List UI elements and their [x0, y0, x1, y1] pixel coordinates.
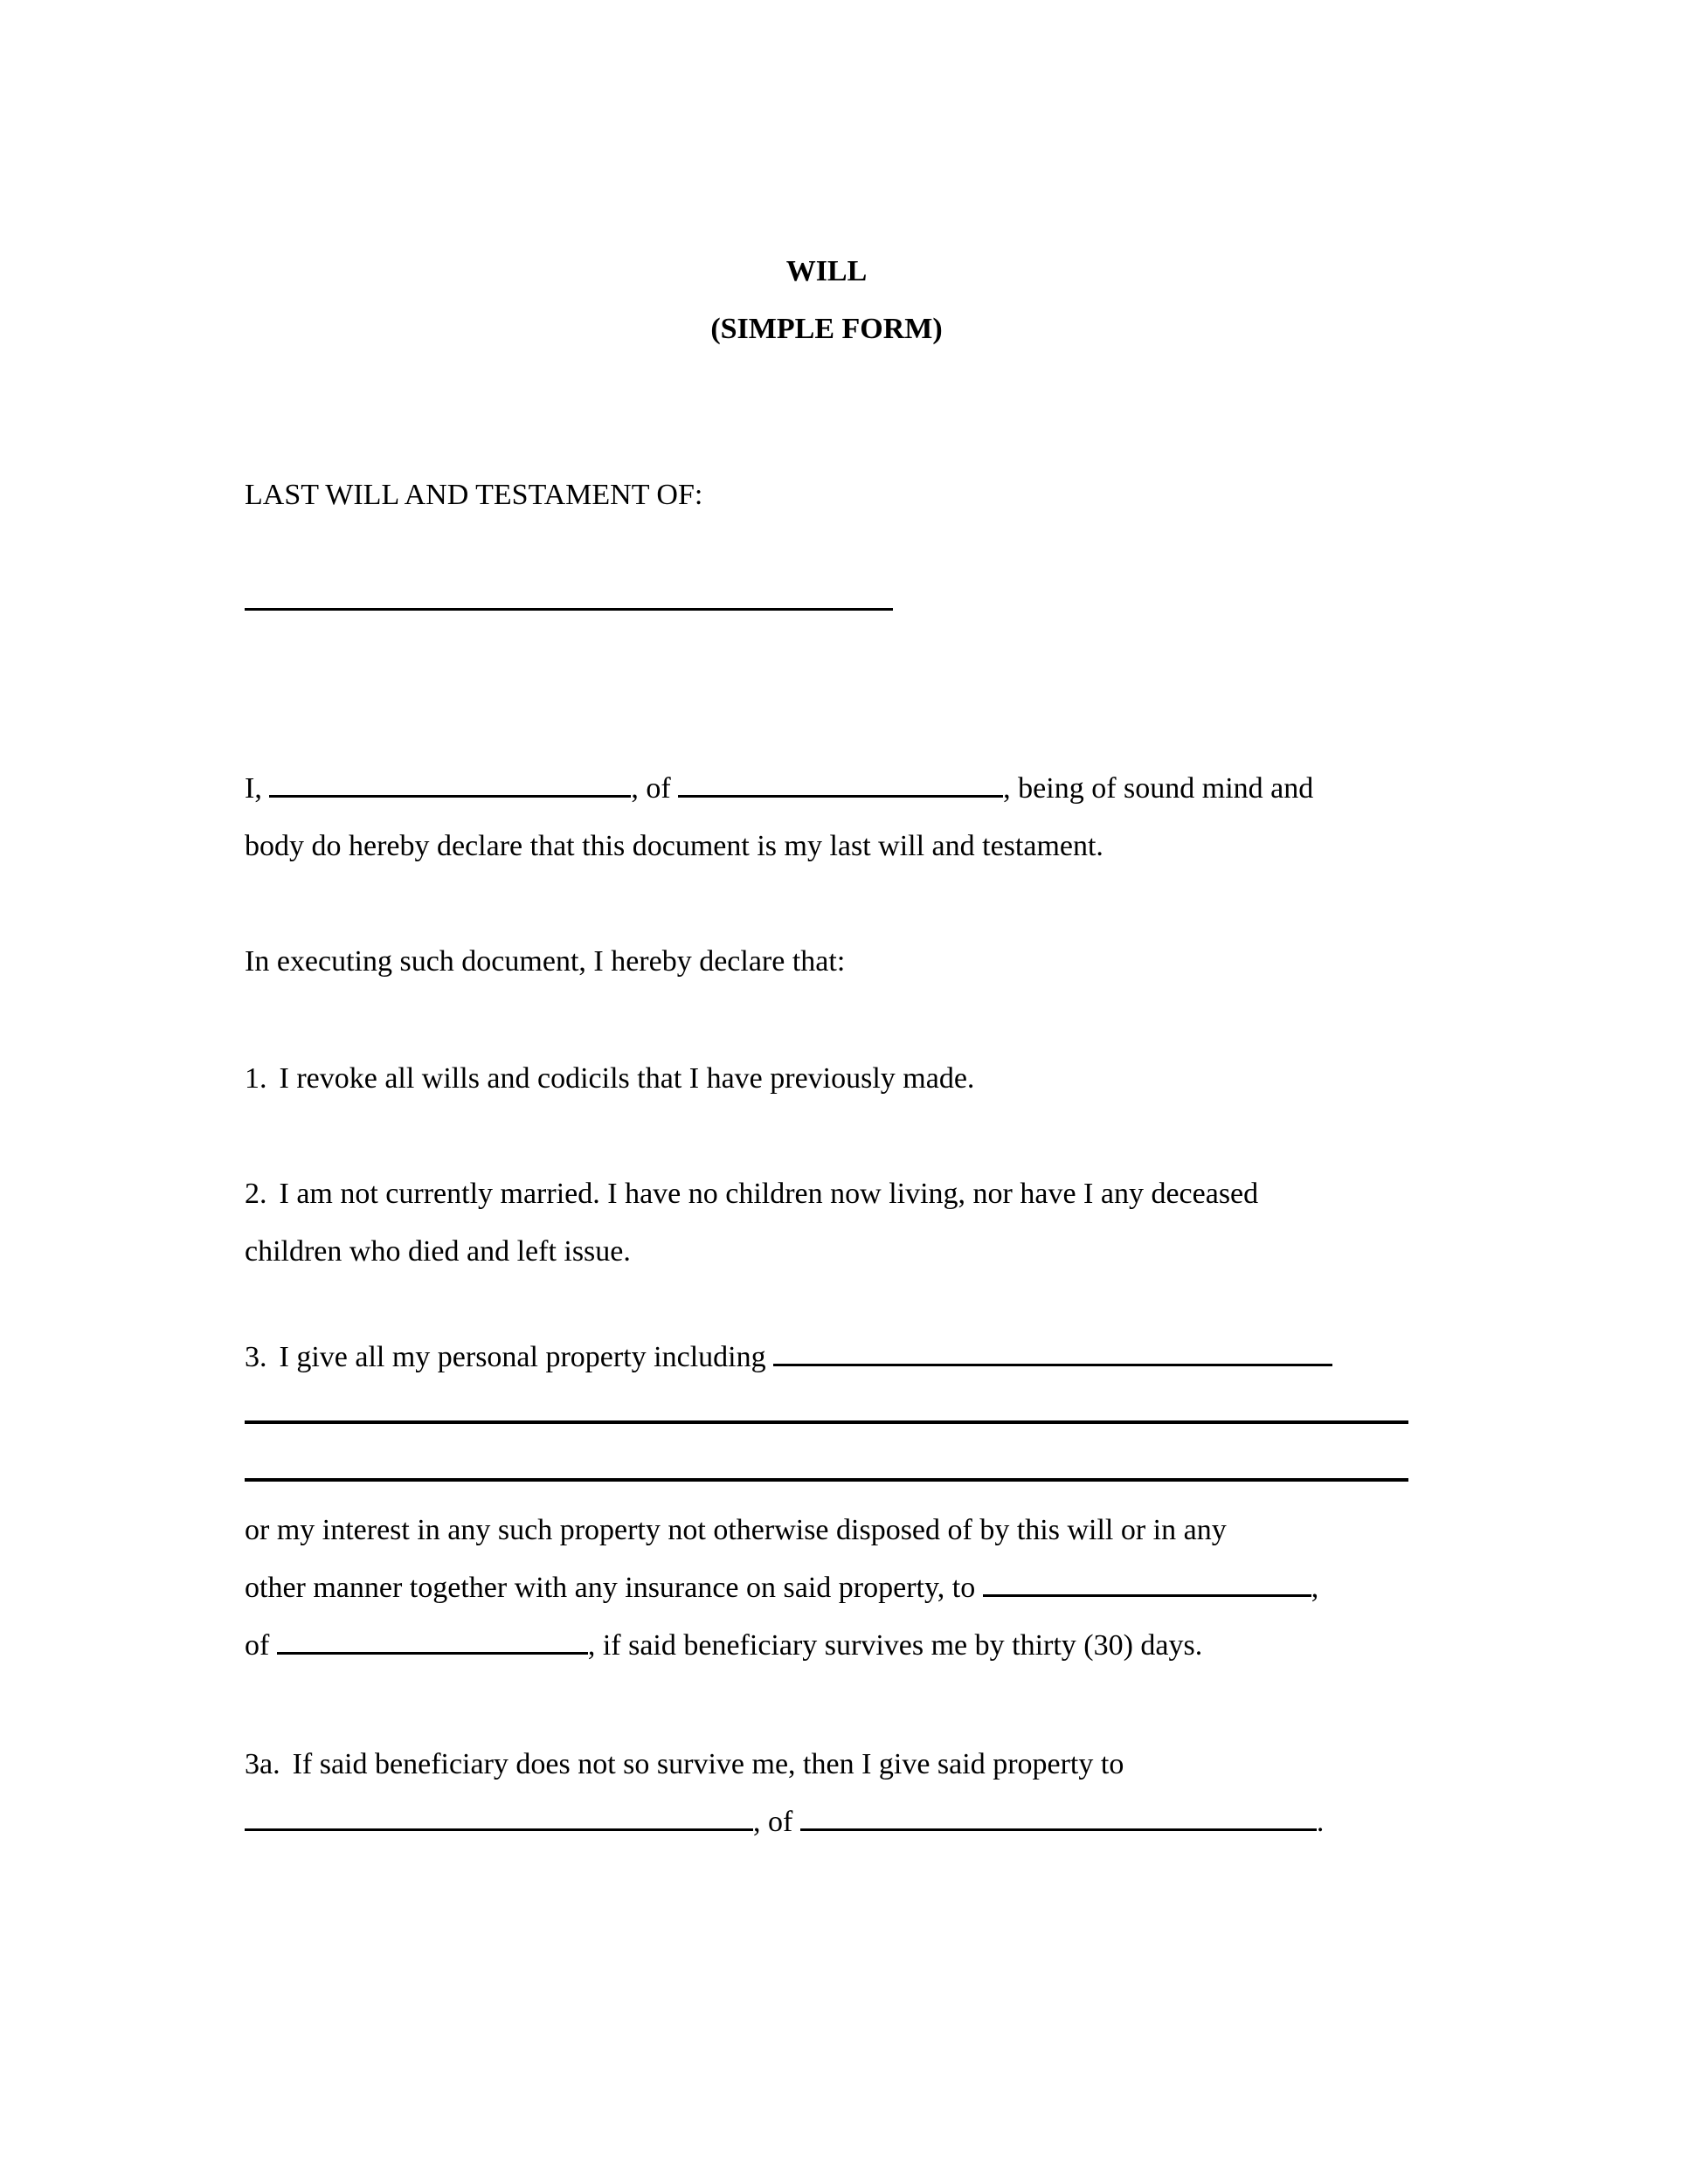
beneficiary-name-field[interactable] [983, 1567, 1311, 1597]
document-content [245, 0, 1408, 1851]
clause-3-line-5 [245, 1559, 1408, 1617]
clause-3a-number: 3a. [245, 1748, 280, 1780]
document-title: WILL [785, 255, 868, 287]
clause-3-line-1 [245, 1329, 1408, 1386]
personal-property-field-1[interactable] [773, 1337, 1332, 1366]
document-subtitle: (SIMPLE FORM) [710, 313, 943, 345]
testator-name-line [245, 573, 1408, 631]
clause-3-line-4: or my interest in any such property not otherwise disposed of by this will or in any [245, 1514, 1227, 1546]
testator-name-field[interactable] [245, 581, 893, 611]
alternate-beneficiary-residence-field[interactable] [800, 1801, 1317, 1831]
alternate-beneficiary-name-field[interactable] [245, 1801, 753, 1831]
personal-property-field-3[interactable] [245, 1451, 1408, 1482]
clause-1-number: 1. [245, 1062, 267, 1095]
clause-3-text-6-end: , if said beneficiary survives me by thirty (30) days. [587, 1629, 1203, 1662]
clause-3-text-5-end: , [1311, 1572, 1319, 1604]
clause-2-line-2: children who died and left issue. [245, 1235, 631, 1268]
clause-3a-text-1: If said beneficiary does not so survive me, then I give said property to [292, 1748, 1124, 1780]
declaration-part2: , of [631, 772, 679, 805]
clause-3-line-3 [245, 1444, 1408, 1502]
clause-3a-mid: , of [753, 1806, 800, 1838]
clause-1 [245, 1050, 1408, 1108]
executing-statement: In executing such document, I hereby declare that: [245, 945, 846, 978]
declarant-residence-field[interactable] [678, 768, 1003, 798]
clause-3-line-2 [245, 1386, 1408, 1444]
declaration-line-1 [245, 760, 1408, 818]
clause-2-text-1: I am not currently married. I have no children now living, nor have I any deceased [279, 1178, 1259, 1210]
beneficiary-residence-field[interactable] [277, 1625, 588, 1655]
clause-2-number: 2. [245, 1178, 267, 1210]
clause-3-text-6: of [245, 1629, 277, 1662]
clause-3-text-5: other manner together with any insurance on said property, to [245, 1572, 983, 1604]
declaration-part3: , being of sound mind and [1003, 772, 1314, 805]
declarant-name-field[interactable] [269, 768, 631, 798]
clause-2-line-1 [245, 1165, 1408, 1223]
personal-property-field-2[interactable] [245, 1393, 1408, 1424]
clause-3a-end: . [1316, 1806, 1325, 1838]
clause-3-number: 3. [245, 1341, 267, 1373]
clause-3a-line-1 [245, 1736, 1408, 1794]
last-will-heading: LAST WILL AND TESTAMENT OF: [245, 479, 703, 511]
clause-3-line-6 [245, 1617, 1408, 1675]
declaration-part1: I, [245, 772, 270, 805]
declaration-line-2: body do hereby declare that this document is my last will and testament. [245, 830, 1103, 862]
clause-3a-line-2 [245, 1794, 1408, 1851]
clause-3-text-1: I give all my personal property including [279, 1341, 774, 1373]
clause-1-text: I revoke all wills and codicils that I have previously made. [279, 1062, 975, 1095]
